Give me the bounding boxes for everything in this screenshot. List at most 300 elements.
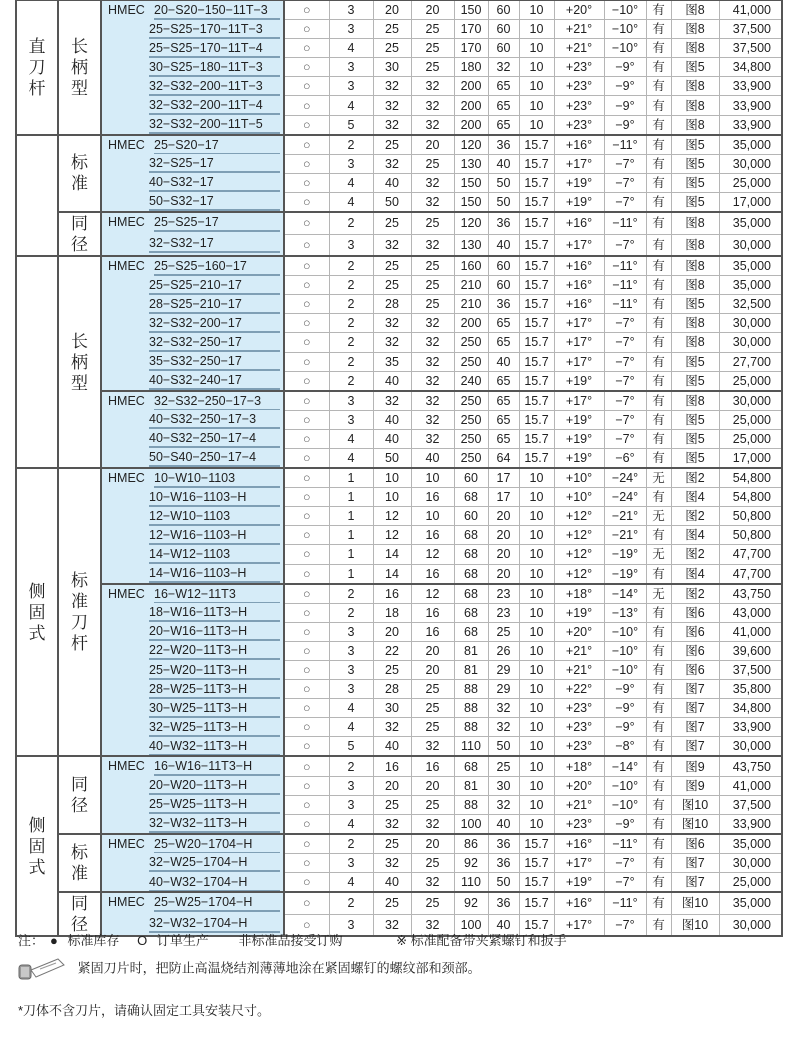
model-code: 14−W12−1103 [149, 545, 280, 564]
coolant-hole: 无 [646, 507, 671, 526]
radial-rake: −7° [604, 914, 646, 936]
overall-length: 60 [454, 468, 488, 488]
model-prefix: HMEC [108, 137, 145, 152]
price: 35,000 [719, 276, 782, 295]
figure-ref: 图10 [671, 814, 719, 834]
model-cell [101, 488, 284, 507]
overall-length: 81 [454, 776, 488, 795]
head-length: 50 [488, 873, 519, 893]
figure-ref: 图2 [671, 468, 719, 488]
shank-diameter: 32 [411, 333, 454, 352]
model-prefix: HMEC [108, 259, 145, 274]
insert-size: 10 [519, 795, 554, 814]
coolant-hole: 有 [646, 737, 671, 757]
flute-count: 3 [329, 391, 373, 411]
group-label [16, 756, 58, 936]
head-length: 36 [488, 212, 519, 234]
axial-rake: +21° [554, 795, 604, 814]
head-length: 65 [488, 371, 519, 391]
model-cell [101, 795, 284, 814]
cutting-diameter: 40 [373, 371, 411, 391]
radial-rake: −11° [604, 295, 646, 314]
table-row [16, 526, 782, 545]
axial-rake: +23° [554, 58, 604, 77]
head-length: 50 [488, 173, 519, 192]
stock-status: ○ [284, 115, 329, 135]
axial-rake: +23° [554, 814, 604, 834]
coolant-hole: 有 [646, 776, 671, 795]
table-row [16, 756, 782, 776]
radial-rake: −7° [604, 429, 646, 448]
insert-size: 10 [519, 737, 554, 757]
table-row [16, 352, 782, 371]
table-row [16, 468, 782, 488]
coolant-hole: 有 [646, 276, 671, 295]
axial-rake: +12° [554, 545, 604, 564]
model-code: 25−S25−210−17 [149, 276, 280, 295]
coolant-hole: 有 [646, 115, 671, 135]
table-row [16, 20, 782, 39]
shank-diameter: 20 [411, 834, 454, 854]
model-cell [101, 584, 284, 604]
coolant-hole: 有 [646, 234, 671, 256]
table-row [16, 173, 782, 192]
stock-status: ○ [284, 468, 329, 488]
price: 41,000 [719, 0, 782, 20]
cutting-diameter: 25 [373, 135, 411, 155]
flute-count: 5 [329, 115, 373, 135]
overall-length: 130 [454, 234, 488, 256]
axial-rake: +17° [554, 154, 604, 173]
price: 39,600 [719, 641, 782, 660]
model-code: 32−S32−200−11T−4 [149, 96, 280, 115]
shank-diameter: 25 [411, 256, 454, 276]
cutting-diameter: 32 [373, 314, 411, 333]
shank-diameter: 25 [411, 699, 454, 718]
coolant-hole: 有 [646, 20, 671, 39]
model-cell [101, 545, 284, 564]
model-cell [101, 276, 284, 295]
price: 17,000 [719, 192, 782, 212]
model-code: 32−W32−1704−H [149, 914, 280, 933]
stock-status: ○ [284, 718, 329, 737]
price: 33,900 [719, 814, 782, 834]
model-code: 25−S25−170−11T−4 [149, 39, 280, 58]
model-code: 14−W16−1103−H [149, 564, 280, 583]
axial-rake: +16° [554, 276, 604, 295]
overall-length: 88 [454, 795, 488, 814]
axial-rake: +19° [554, 429, 604, 448]
head-length: 40 [488, 814, 519, 834]
figure-ref: 图2 [671, 507, 719, 526]
coolant-hole: 有 [646, 448, 671, 468]
axial-rake: +16° [554, 834, 604, 854]
cutting-diameter: 25 [373, 212, 411, 234]
head-length: 65 [488, 96, 519, 115]
spec-table-container [15, 0, 781, 937]
radial-rake: −11° [604, 276, 646, 295]
model-cell [101, 873, 284, 893]
overall-length: 68 [454, 564, 488, 584]
coolant-hole: 有 [646, 154, 671, 173]
axial-rake: +23° [554, 737, 604, 757]
model-cell [101, 234, 284, 256]
price: 54,800 [719, 468, 782, 488]
insert-size: 10 [519, 584, 554, 604]
table-row [16, 429, 782, 448]
subgroup-label-text: 同径 [71, 894, 88, 935]
cutting-diameter: 12 [373, 526, 411, 545]
cutting-diameter: 28 [373, 680, 411, 699]
coolant-hole: 有 [646, 371, 671, 391]
price: 30,000 [719, 154, 782, 173]
model-cell [101, 352, 284, 371]
overall-length: 68 [454, 526, 488, 545]
stock-status: ○ [284, 737, 329, 757]
figure-ref: 图7 [671, 699, 719, 718]
radial-rake: −10° [604, 776, 646, 795]
insert-size: 10 [519, 622, 554, 641]
flute-count: 4 [329, 39, 373, 58]
shank-diameter: 32 [411, 234, 454, 256]
radial-rake: −7° [604, 333, 646, 352]
coolant-hole: 有 [646, 488, 671, 507]
group-label [16, 135, 58, 256]
overall-length: 68 [454, 622, 488, 641]
subgroup-label [58, 0, 101, 135]
model-code: 25−S20−17 [154, 136, 280, 155]
model-cell [101, 135, 284, 155]
model-code: 35−S32−250−17 [149, 352, 280, 371]
coolant-hole: 无 [646, 468, 671, 488]
cutting-diameter: 25 [373, 256, 411, 276]
coolant-hole: 有 [646, 212, 671, 234]
flute-count: 4 [329, 96, 373, 115]
axial-rake: +19° [554, 873, 604, 893]
head-length: 25 [488, 756, 519, 776]
table-row [16, 814, 782, 834]
axial-rake: +12° [554, 507, 604, 526]
accessory-note: ※ 标准配备带夹紧螺钉和扳手 [396, 933, 567, 948]
head-length: 40 [488, 914, 519, 936]
table-row [16, 853, 782, 872]
table-row [16, 391, 782, 411]
shank-diameter: 12 [411, 584, 454, 604]
axial-rake: +12° [554, 526, 604, 545]
cutting-diameter: 30 [373, 699, 411, 718]
order-symbol-icon: O [137, 933, 148, 948]
coolant-hole: 有 [646, 39, 671, 58]
head-length: 65 [488, 429, 519, 448]
insert-size: 10 [519, 776, 554, 795]
model-cell [101, 737, 284, 757]
head-length: 40 [488, 234, 519, 256]
stock-status: ○ [284, 212, 329, 234]
figure-ref: 图5 [671, 429, 719, 448]
table-row [16, 448, 782, 468]
overall-length: 110 [454, 737, 488, 757]
table-row [16, 661, 782, 680]
price: 41,000 [719, 776, 782, 795]
model-prefix: HMEC [108, 393, 145, 408]
insert-size: 15.7 [519, 352, 554, 371]
coolant-hole: 有 [646, 834, 671, 854]
table-row [16, 699, 782, 718]
flute-count: 3 [329, 154, 373, 173]
insert-size: 10 [519, 814, 554, 834]
shank-diameter: 32 [411, 371, 454, 391]
head-length: 65 [488, 391, 519, 411]
axial-rake: +23° [554, 96, 604, 115]
radial-rake: −11° [604, 834, 646, 854]
stock-status: ○ [284, 58, 329, 77]
model-code: 25−W25−1704−H [154, 893, 280, 912]
price: 34,800 [719, 699, 782, 718]
figure-ref: 图7 [671, 873, 719, 893]
figure-ref: 图10 [671, 914, 719, 936]
price: 30,000 [719, 314, 782, 333]
figure-ref: 图10 [671, 795, 719, 814]
flute-count: 2 [329, 584, 373, 604]
overall-length: 150 [454, 173, 488, 192]
insert-size: 15.7 [519, 853, 554, 872]
shank-diameter: 16 [411, 488, 454, 507]
price: 47,700 [719, 564, 782, 584]
flute-count: 3 [329, 77, 373, 96]
head-length: 65 [488, 314, 519, 333]
overall-length: 88 [454, 718, 488, 737]
flute-count: 2 [329, 276, 373, 295]
head-length: 36 [488, 135, 519, 155]
shank-diameter: 32 [411, 914, 454, 936]
axial-rake: +12° [554, 564, 604, 584]
figure-ref: 图8 [671, 276, 719, 295]
head-length: 36 [488, 892, 519, 914]
model-code: 40−S32−250−17−3 [149, 410, 280, 429]
head-length: 36 [488, 295, 519, 314]
coolant-hole: 无 [646, 545, 671, 564]
overall-length: 250 [454, 333, 488, 352]
axial-rake: +20° [554, 776, 604, 795]
price: 47,700 [719, 545, 782, 564]
cutting-diameter: 25 [373, 39, 411, 58]
table-row [16, 256, 782, 276]
table-row [16, 0, 782, 20]
radial-rake: −11° [604, 212, 646, 234]
model-code: 12−W16−1103−H [149, 526, 280, 545]
stock-status: ○ [284, 526, 329, 545]
table-row [16, 545, 782, 564]
figure-ref: 图8 [671, 256, 719, 276]
model-code: 32−S32−17 [149, 234, 280, 253]
model-cell [101, 96, 284, 115]
model-prefix: HMEC [108, 836, 145, 851]
radial-rake: −10° [604, 622, 646, 641]
axial-rake: +16° [554, 256, 604, 276]
radial-rake: −19° [604, 545, 646, 564]
shank-diameter: 16 [411, 603, 454, 622]
overall-length: 210 [454, 295, 488, 314]
cutting-diameter: 18 [373, 603, 411, 622]
shank-diameter: 25 [411, 853, 454, 872]
shank-diameter: 12 [411, 545, 454, 564]
overall-length: 68 [454, 488, 488, 507]
model-cell [101, 410, 284, 429]
figure-ref: 图6 [671, 641, 719, 660]
insert-size: 10 [519, 58, 554, 77]
model-cell [101, 622, 284, 641]
flute-count: 3 [329, 0, 373, 20]
footnote: *刀体不含刀片，请确认固定工具安装尺寸。 [18, 1003, 271, 1018]
figure-ref: 图8 [671, 234, 719, 256]
group-label-text: 直刀杆 [28, 36, 46, 98]
subgroup-label-text: 标准 [71, 153, 88, 194]
radial-rake: −10° [604, 20, 646, 39]
price: 25,000 [719, 173, 782, 192]
head-length: 64 [488, 448, 519, 468]
cutting-diameter: 32 [373, 718, 411, 737]
model-cell [101, 814, 284, 834]
model-prefix: HMEC [108, 759, 145, 774]
model-prefix: HMEC [108, 586, 145, 601]
subgroup-label-text: 标准 [71, 842, 88, 883]
model-cell [101, 718, 284, 737]
insert-size: 15.7 [519, 914, 554, 936]
insert-size: 10 [519, 756, 554, 776]
subgroup-label-text: 长柄型 [71, 331, 88, 393]
shank-diameter: 25 [411, 276, 454, 295]
table-row [16, 154, 782, 173]
figure-ref: 图7 [671, 680, 719, 699]
table-row [16, 603, 782, 622]
price: 25,000 [719, 429, 782, 448]
head-length: 20 [488, 564, 519, 584]
figure-ref: 图10 [671, 892, 719, 914]
model-cell [101, 58, 284, 77]
table-row [16, 295, 782, 314]
axial-rake: +20° [554, 622, 604, 641]
coolant-hole: 有 [646, 622, 671, 641]
insert-size: 15.7 [519, 314, 554, 333]
flute-count: 4 [329, 814, 373, 834]
axial-rake: +19° [554, 603, 604, 622]
subgroup-label [58, 756, 101, 833]
table-row [16, 737, 782, 757]
head-length: 26 [488, 641, 519, 660]
overall-length: 200 [454, 96, 488, 115]
radial-rake: −9° [604, 699, 646, 718]
model-code: 32−S32−200−11T−5 [149, 115, 280, 134]
head-length: 20 [488, 526, 519, 545]
coolant-hole: 有 [646, 192, 671, 212]
shank-diameter: 25 [411, 718, 454, 737]
figure-ref: 图8 [671, 20, 719, 39]
coolant-hole: 无 [646, 584, 671, 604]
table-row [16, 77, 782, 96]
table-row [16, 873, 782, 893]
coolant-hole: 有 [646, 814, 671, 834]
radial-rake: −11° [604, 135, 646, 155]
price: 35,000 [719, 892, 782, 914]
insert-size: 15.7 [519, 212, 554, 234]
cutting-diameter: 35 [373, 352, 411, 371]
head-length: 25 [488, 622, 519, 641]
cutting-diameter: 40 [373, 173, 411, 192]
figure-ref: 图5 [671, 448, 719, 468]
overall-length: 60 [454, 507, 488, 526]
radial-rake: −13° [604, 603, 646, 622]
stock-status: ○ [284, 853, 329, 872]
stock-status: ○ [284, 564, 329, 584]
coolant-hole: 有 [646, 873, 671, 893]
shank-diameter: 20 [411, 661, 454, 680]
shank-diameter: 32 [411, 737, 454, 757]
table-row [16, 641, 782, 660]
overall-length: 120 [454, 212, 488, 234]
subgroup-label-text: 长柄型 [71, 36, 88, 98]
insert-size: 15.7 [519, 448, 554, 468]
shank-diameter: 32 [411, 77, 454, 96]
coolant-hole: 有 [646, 641, 671, 660]
model-code: 50−S32−17 [149, 192, 280, 211]
overall-length: 68 [454, 584, 488, 604]
grease-tip-line [18, 957, 481, 981]
flute-count: 3 [329, 914, 373, 936]
price: 43,000 [719, 603, 782, 622]
figure-ref: 图5 [671, 192, 719, 212]
figure-ref: 图6 [671, 661, 719, 680]
head-length: 65 [488, 333, 519, 352]
flute-count: 3 [329, 776, 373, 795]
table-row [16, 39, 782, 58]
model-code: 25−S25−160−17 [154, 257, 280, 276]
radial-rake: −10° [604, 39, 646, 58]
subgroup-label [58, 468, 101, 756]
model-cell [101, 756, 284, 776]
model-cell [101, 212, 284, 234]
model-cell [101, 0, 284, 20]
shank-diameter: 32 [411, 192, 454, 212]
table-row [16, 276, 782, 295]
axial-rake: +17° [554, 391, 604, 411]
figure-ref: 图4 [671, 526, 719, 545]
radial-rake: −7° [604, 391, 646, 411]
subgroup-label [58, 834, 101, 892]
model-code: 10−W10−1103 [154, 469, 280, 488]
model-code: 40−W32−11T3−H [149, 737, 280, 756]
shank-diameter: 20 [411, 0, 454, 20]
insert-size: 10 [519, 507, 554, 526]
shank-diameter: 16 [411, 564, 454, 584]
subgroup-label [58, 256, 101, 468]
stock-status: ○ [284, 371, 329, 391]
figure-ref: 图7 [671, 718, 719, 737]
figure-ref: 图8 [671, 115, 719, 135]
group-label [16, 468, 58, 756]
cutting-diameter: 50 [373, 448, 411, 468]
figure-ref: 图5 [671, 154, 719, 173]
coolant-hole: 有 [646, 256, 671, 276]
head-length: 60 [488, 39, 519, 58]
shank-diameter: 25 [411, 58, 454, 77]
table-row [16, 488, 782, 507]
cutting-diameter: 25 [373, 20, 411, 39]
insert-size: 10 [519, 545, 554, 564]
cutting-diameter: 28 [373, 295, 411, 314]
insert-size: 10 [519, 39, 554, 58]
figure-ref: 图5 [671, 58, 719, 77]
flute-count: 2 [329, 135, 373, 155]
